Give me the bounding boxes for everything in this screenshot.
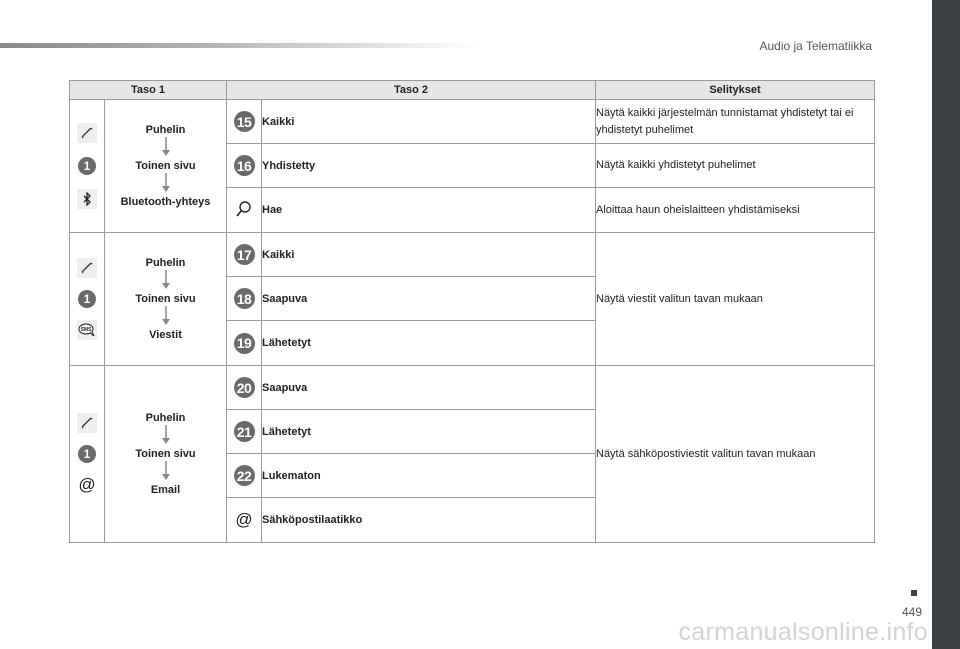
- phone-icon: [77, 413, 97, 433]
- table-row: [70, 100, 875, 144]
- column-header: Taso 1: [70, 81, 227, 100]
- table-row: [70, 233, 875, 277]
- page-marker: [911, 590, 917, 596]
- number-badge: 15: [234, 111, 255, 132]
- arrow-down-icon: [161, 173, 171, 193]
- path-step: Toinen sivu: [135, 292, 196, 305]
- marker-cell: [227, 100, 262, 144]
- table-row: [70, 366, 875, 410]
- marker-cell: [227, 277, 262, 321]
- arrow-down-icon: [161, 306, 171, 326]
- marker-cell: [227, 454, 262, 498]
- table-header-row: [70, 81, 875, 100]
- menu-table: [69, 80, 875, 543]
- description: Näytä sähköpostiviestit valitun tavan mukaan: [596, 366, 875, 543]
- number-badge: 16: [234, 155, 255, 176]
- phone-icon: [77, 123, 97, 143]
- bluetooth-icon: [77, 189, 97, 209]
- level2-label: Lähetetyt: [262, 321, 596, 366]
- path-step: Bluetooth-yhteys: [120, 195, 211, 208]
- sms-icon: [77, 320, 97, 340]
- level2-label: Yhdistetty: [262, 144, 596, 188]
- level1-path: [105, 233, 227, 366]
- path-step: Viestit: [149, 328, 182, 341]
- svg-text:SMS: SMS: [80, 327, 92, 333]
- level2-label: Lukematon: [262, 454, 596, 498]
- description: Näytä viestit valitun tavan mukaan: [596, 233, 875, 366]
- arrow-down-icon: [161, 270, 171, 290]
- description: Aloittaa haun oheislaitteen yhdistämiseksi: [596, 188, 875, 233]
- path-step: Puhelin: [145, 123, 186, 136]
- step-badge: 1: [78, 445, 96, 463]
- number-badge: 22: [234, 465, 255, 486]
- search-icon: [235, 200, 253, 218]
- path-step: Toinen sivu: [135, 447, 196, 460]
- level2-label: Saapuva: [262, 277, 596, 321]
- path-step: Puhelin: [145, 411, 186, 424]
- level1-path: [105, 100, 227, 233]
- level2-label: Kaikki: [262, 233, 596, 277]
- number-badge: 17: [234, 244, 255, 265]
- number-badge: 21: [234, 421, 255, 442]
- section-title: Audio ja Telematiikka: [759, 39, 872, 53]
- level1-icons: [70, 366, 105, 543]
- path-step: Toinen sivu: [135, 159, 196, 172]
- marker-cell: [227, 188, 262, 233]
- path-step: Puhelin: [145, 256, 186, 269]
- level1-path: [105, 366, 227, 543]
- path-step: Email: [150, 483, 181, 496]
- page-number: 449: [901, 605, 922, 619]
- level2-label: Lähetetyt: [262, 410, 596, 454]
- marker-cell: [227, 144, 262, 188]
- marker-cell: [227, 410, 262, 454]
- marker-cell: [227, 498, 262, 543]
- phone-icon: [77, 258, 97, 278]
- marker-cell: [227, 233, 262, 277]
- description: Näytä kaikki yhdistetyt puhelimet: [596, 144, 875, 188]
- header-gradient-bar: [0, 43, 480, 48]
- description: Näytä kaikki järjestelmän tunnistamat yhdistetyt tai ei yhdistetyt puhelimet: [596, 100, 875, 144]
- number-badge: 19: [234, 333, 255, 354]
- level1-icons: [70, 100, 105, 233]
- at-icon: @: [235, 510, 253, 529]
- level2-label: Hae: [262, 188, 596, 233]
- column-header: Taso 2: [227, 81, 596, 100]
- marker-cell: [227, 321, 262, 366]
- marker-cell: [227, 366, 262, 410]
- chapter-sidebar: [932, 0, 960, 649]
- level2-label: Saapuva: [262, 366, 596, 410]
- column-header: Selitykset: [596, 81, 875, 100]
- arrow-down-icon: [161, 461, 171, 481]
- step-badge: 1: [78, 290, 96, 308]
- arrow-down-icon: [161, 425, 171, 445]
- watermark: carmanualsonline.info: [678, 618, 928, 646]
- level2-label: Sähköpostilaatikko: [262, 498, 596, 543]
- arrow-down-icon: [161, 137, 171, 157]
- number-badge: 18: [234, 288, 255, 309]
- level2-label: Kaikki: [262, 100, 596, 144]
- level1-icons: [70, 233, 105, 366]
- step-badge: 1: [78, 157, 96, 175]
- at-icon: @: [78, 475, 96, 494]
- number-badge: 20: [234, 377, 255, 398]
